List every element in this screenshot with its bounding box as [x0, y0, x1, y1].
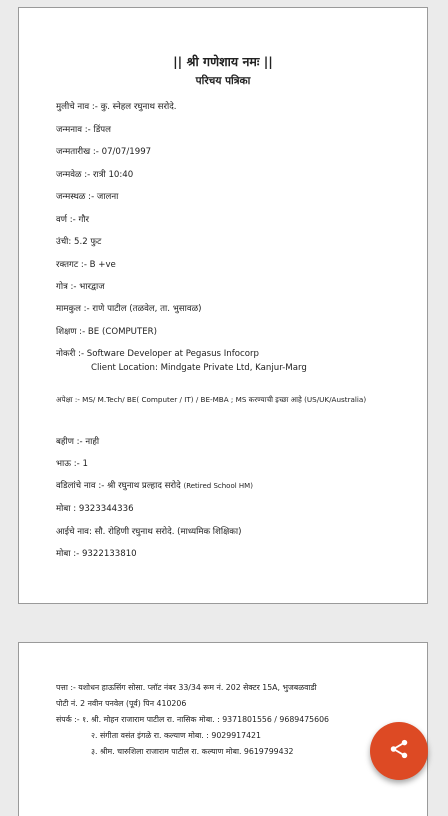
- share-button[interactable]: [370, 722, 428, 780]
- document-title: || श्री गणेशाय नमः ||: [173, 54, 273, 69]
- father-retired-note: (Retired School HM): [183, 482, 253, 490]
- father-name-line: [56, 479, 253, 491]
- document-page-2: [18, 642, 428, 816]
- education-line: शिक्षण :- BE (COMPUTER): [56, 327, 157, 337]
- job-line: नोकरी :- Software Developer at Pegasus Infocorp: [56, 349, 259, 359]
- bride-name-line: मुलीचे नाव :- कु. स्नेहल रघुनाथ सरोदे.: [56, 102, 177, 112]
- address-line-2: पोटी नं. 2 नवीन पनवेल (पूर्व) पिन 410206: [56, 699, 187, 708]
- birth-name-line: जन्मनाव :- डिंपल: [56, 125, 112, 135]
- maternal-family-line: मामकुल :- राणे पाटील (तळवेल, ता. भुसावळ): [56, 304, 202, 314]
- complexion-line: वर्ण :- गौर: [56, 215, 90, 225]
- contact-line-3: ३. श्रीम. चारुशिला राजाराम पाटील रा. कल्याण मोबा. 9619799432: [91, 747, 294, 756]
- document-page-1: [18, 7, 428, 604]
- father-mobile-line: मोबा : 9323344336: [56, 504, 134, 514]
- birth-place-line: जन्मस्थळ :- जालना: [56, 192, 119, 202]
- mother-mobile-line: मोबा :- 9322133810: [56, 549, 137, 559]
- client-location-line: Client Location: Mindgate Private Ltd, Kanjur-Marg: [91, 363, 307, 373]
- sister-line: बहीण :- नाही: [56, 437, 100, 447]
- blood-group-line: रक्तगट :- B +ve: [56, 260, 116, 270]
- gotra-line: गोत्र :- भारद्वाज: [56, 282, 105, 292]
- document-subtitle: परिचय पत्रिका: [195, 75, 251, 87]
- father-name-text: वडिलांचे नाव :- श्री रघुनाथ प्रल्हाद सरोदे: [56, 481, 181, 491]
- share-icon: [388, 738, 410, 764]
- height-line: उंची: 5.2 फुट: [56, 237, 102, 247]
- brother-line: भाऊ :- 1: [56, 459, 88, 469]
- address-line-1: पत्ता :- यशोधन हाऊसिंग सोसा. प्लॉट नंबर 33/34 रूम नं. 202 सेक्टर 15A, भुजबळवाडी: [56, 683, 317, 692]
- birth-date-line: जन्मतारीख :- 07/07/1997: [56, 147, 152, 157]
- contact-line-2: २. संगीता वसंत इंगळे रा. कल्याण मोबा. : 9029917421: [91, 731, 261, 740]
- birth-time-line: जन्मवेळ :- रात्री 10:40: [56, 170, 134, 180]
- mother-name-line: आईचे नाव: सौ. रोहिणी रघुनाथ सरोदे. (माध्यमिक शिक्षिका): [56, 527, 242, 537]
- contact-line-1: संपर्क :- १. श्री. मोहन राजाराम पाटील रा. नासिक मोबा. : 9371801556 / 9689475606: [56, 715, 330, 724]
- expectation-line: अपेक्षा :- MS/ M.Tech/ BE( Computer / IT) / BE-MBA ; MS करण्याची इच्छा आहे (US/UK/Australia): [56, 395, 367, 404]
